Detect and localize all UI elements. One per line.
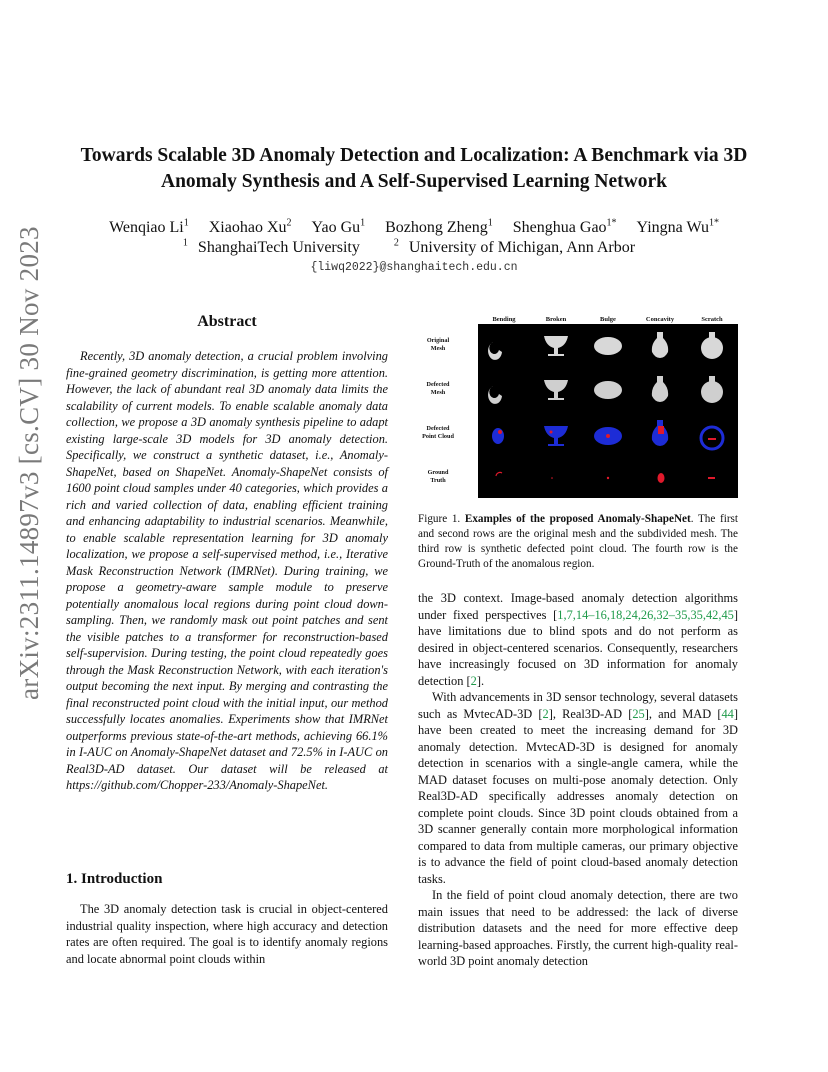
author: Wenqiao Li$^1$ xyxy=(109,218,189,237)
author-list xyxy=(50,218,778,237)
fig-row-label: Defected Point Cloud xyxy=(422,425,454,440)
citation-link[interactable]: 2 xyxy=(542,706,549,721)
intro-text: The 3D anomaly detection task is crucial in object-centered industrial quality inspection, where high accuracy and detection rates are often required. The goal is to identify anomaly regions and locate abnormal point clouds within xyxy=(66,902,388,966)
fig-col-label: Bulge xyxy=(600,316,616,323)
fig-row-label: Original Mesh xyxy=(426,337,450,352)
abstract-heading: Abstract xyxy=(197,313,257,330)
fig-col-label: Concavity xyxy=(645,316,675,323)
fig-row-label: Ground Truth xyxy=(427,469,449,484)
author: Yingna $Wu^{1*}$ xyxy=(636,218,719,237)
abstract-text: Recently, 3D anomaly detection, a crucial problem involving fine-grained geometry discrimination, is getting more attention. However, the lack of abundant real 3D anomaly data limits the scalability of current models. To enable scalable anomaly data collection, we propose a 3D anomaly synthesis pipeline to adapt existing large-scale 3D models for 3D anomaly detection. Specifically, we construct a synthetic dataset, i.e., Anomaly-ShapeNet, based on ShapeNet. Anomaly-ShapeNet consists of 1600 point cloud samples under 40 categories, which provides a rich and varied collection of data, enabling efficient training and enhancing adaptability to industrial scenarios. Meanwhile, to enable scalable representation learning for 3D anomaly localization, we propose a self-supervised method, i.e., Iterative Mask Reconstruction Network (IMRNet). During training, we propose a geometry-aware sample module to preserve potentially anomalous local regions during point cloud down-sampling. Then, we randomly mask out point patches and sent the visible patches to a transformer for reconstruction-based self-supervision. During testing, the point cloud repeatedly goes through the Mask Reconstruction Network, with each iteration's output becoming the next input. By merging and contrasting the final reconstructed point cloud with the initial input, our method successfully locates anomalies. Experiments show that IMRNet outperforms previous state-of-the-art methods, achieving 66.1% in I-AUC on Anomaly-ShapeNet dataset and 72.5% in I-AUC on Real3D-AD dataset. Our dataset will be released at https://github.com/Chopper-233/Anomaly-ShapeNet. xyxy=(66,349,388,792)
author: Bozhong Zheng$^1$ xyxy=(385,218,493,237)
citation-link[interactable]: 1,7,14–16,18,24,26,32–35,35,42,45 xyxy=(557,607,734,622)
affiliations xyxy=(50,238,778,257)
author: Yao Gu$^1$ xyxy=(311,218,366,237)
author: Shenghua Gao$^{1*}$ xyxy=(512,218,617,237)
citation-link[interactable]: 44 xyxy=(721,706,734,721)
fig-col-label: Broken xyxy=(545,316,567,323)
paper-title: Towards Scalable 3D Anomaly Detection and Localization: A Benchmark via 3D Anomaly Synthesis and A Self-Supervised Learning Network xyxy=(80,145,748,192)
email: {liwq2022}@shanghaitech.edu.cn xyxy=(310,261,518,274)
paragraph: In the field of point cloud anomaly detection, there are two main issues that need to be addressed: the lack of diverse distribution datasets and the need for more effective deep learning-based approaches. Firstly, the current high-quality real-world 3D point anomaly detection xyxy=(418,888,738,968)
paragraph: With advancements in 3D sensor technology, several datasets such as MvtecAD-3D [2], Real3D-AD [25], and MAD [44] have been created to meet the increasing demand for 3D anomaly detection. MvtecAD-3D is designed for anomaly detection in scenarios with a single-angle camera, while the MAD dataset focuses on multi-pose anomaly detection. Only Real3D-AD specifically addresses anomaly detection on complete point clouds. Since 3D point clouds obtained from a 3D scanner generally contain more morphological information compared to data from multiple cameras, our primary objective is to advance the field of point cloud-based anomaly detection tasks. xyxy=(418,690,738,886)
citation-link[interactable]: 25 xyxy=(632,706,645,721)
affiliation: $^2$ University of Michigan, Ann Arbor xyxy=(393,238,636,257)
right-column-text xyxy=(418,590,738,970)
affiliation: $^1$ ShanghaiTech University xyxy=(182,238,360,257)
paragraph: the 3D context. Image-based anomaly detection algorithms under fixed perspectives [1,7,14–16,18,24,26,32–35,35,42,45] have limitations due to blind spots and do not perform as desired in object-centered scenarios. Consequently, researchers have increasingly focused on 3D information for anomaly detection [2]. xyxy=(418,591,738,688)
figure-1 xyxy=(418,314,738,498)
figure-caption: Figure 1. Examples of the proposed Anomaly-ShapeNet. The first and second rows are the original mesh and the subdivided mesh. The third row is synthetic defected point cloud. The fourth row is the Ground-Truth of the anomalous region. xyxy=(418,513,739,570)
fig-col-label: Scratch xyxy=(701,316,723,323)
fig-row-label: Defected Mesh xyxy=(426,381,450,396)
fig-col-label: Bending xyxy=(492,316,516,323)
author: Xiaohao Xu$^2$ xyxy=(208,218,292,237)
intro-heading: 1. Introduction xyxy=(66,871,163,887)
citation-link[interactable]: 2 xyxy=(470,673,477,688)
arxiv-watermark: arXiv:2311.14897v3 [cs.CV] 30 Nov 2023 xyxy=(14,226,44,700)
